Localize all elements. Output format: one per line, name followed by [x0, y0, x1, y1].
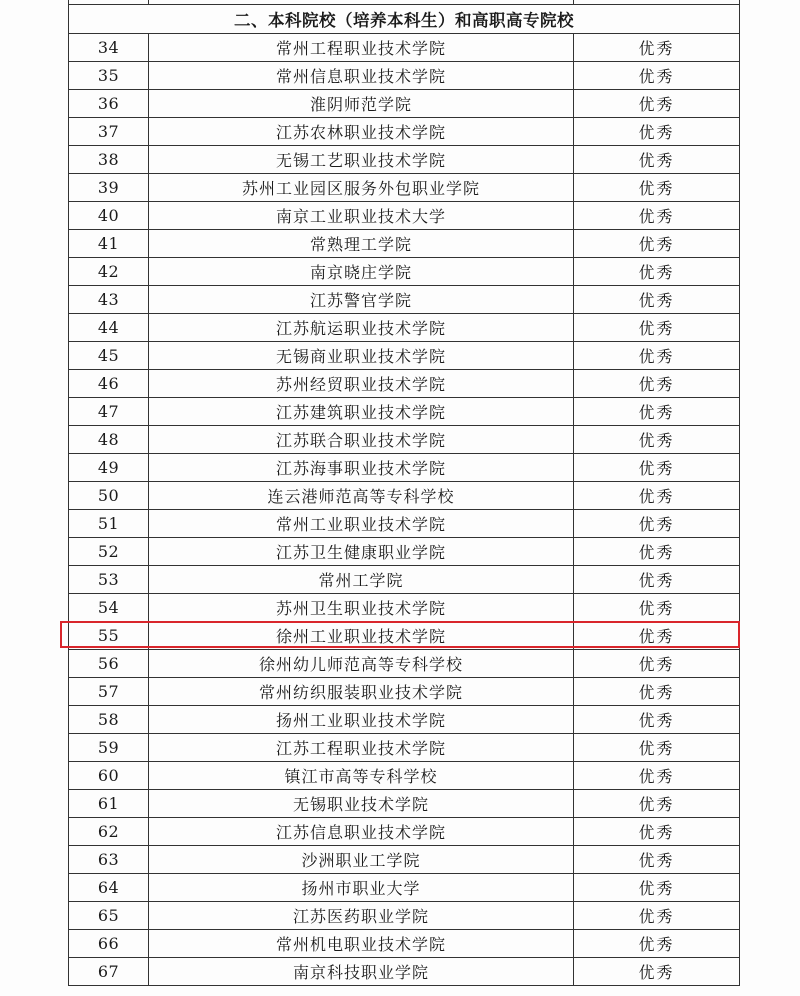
table-row [69, 34, 740, 62]
institution-name: 江苏信息职业技术学院 [149, 818, 574, 846]
table-row [69, 846, 740, 874]
evaluation-grade: 优秀 [574, 510, 740, 538]
evaluation-grade: 优秀 [574, 314, 740, 342]
evaluation-grade: 优秀 [574, 146, 740, 174]
evaluation-grade: 优秀 [574, 566, 740, 594]
institution-name: 江苏海事职业技术学院 [149, 454, 574, 482]
row-number: 51 [69, 510, 149, 538]
row-number: 46 [69, 370, 149, 398]
institution-name: 常熟理工学院 [149, 230, 574, 258]
institution-name: 扬州市职业大学 [149, 874, 574, 902]
table-row [69, 230, 740, 258]
evaluation-grade: 优秀 [574, 454, 740, 482]
institution-name: 江苏卫生健康职业学院 [149, 538, 574, 566]
institution-name: 常州信息职业技术学院 [149, 62, 574, 90]
table-row [69, 510, 740, 538]
evaluation-grade: 优秀 [574, 370, 740, 398]
evaluation-grade: 优秀 [574, 230, 740, 258]
evaluation-grade: 优秀 [574, 650, 740, 678]
institution-name: 常州纺织服装职业技术学院 [149, 678, 574, 706]
table-row [69, 342, 740, 370]
institution-name: 江苏医药职业学院 [149, 902, 574, 930]
table-row [69, 258, 740, 286]
table-row [69, 538, 740, 566]
institution-name: 江苏农林职业技术学院 [149, 118, 574, 146]
evaluation-grade: 优秀 [574, 174, 740, 202]
row-number: 61 [69, 790, 149, 818]
row-number: 57 [69, 678, 149, 706]
row-number: 67 [69, 958, 149, 986]
row-number: 56 [69, 650, 149, 678]
table-row [69, 482, 740, 510]
table-row [69, 202, 740, 230]
evaluation-grade: 优秀 [574, 874, 740, 902]
row-number: 39 [69, 174, 149, 202]
institution-name: 南京科技职业学院 [149, 958, 574, 986]
row-number: 59 [69, 734, 149, 762]
table-row [69, 314, 740, 342]
row-number: 43 [69, 286, 149, 314]
row-number: 34 [69, 34, 149, 62]
table-row [69, 650, 740, 678]
row-number: 66 [69, 930, 149, 958]
table-row [69, 706, 740, 734]
row-number: 63 [69, 846, 149, 874]
evaluation-grade: 优秀 [574, 930, 740, 958]
institution-name: 江苏联合职业技术学院 [149, 426, 574, 454]
row-number: 49 [69, 454, 149, 482]
evaluation-grade: 优秀 [574, 678, 740, 706]
row-number: 37 [69, 118, 149, 146]
table-row [69, 930, 740, 958]
row-number: 38 [69, 146, 149, 174]
evaluation-grade: 优秀 [574, 538, 740, 566]
table-row [69, 958, 740, 986]
table-row [69, 874, 740, 902]
institution-name: 徐州幼儿师范高等专科学校 [149, 650, 574, 678]
table-row [69, 622, 740, 650]
table-row [69, 90, 740, 118]
evaluation-grade: 优秀 [574, 62, 740, 90]
institution-name: 苏州工业园区服务外包职业学院 [149, 174, 574, 202]
row-number: 64 [69, 874, 149, 902]
institution-name: 无锡工艺职业技术学院 [149, 146, 574, 174]
evaluation-grade: 优秀 [574, 734, 740, 762]
row-number: 41 [69, 230, 149, 258]
row-number: 65 [69, 902, 149, 930]
institution-name: 常州工程职业技术学院 [149, 34, 574, 62]
table-row [69, 594, 740, 622]
evaluation-grade: 优秀 [574, 482, 740, 510]
institution-name: 淮阴师范学院 [149, 90, 574, 118]
evaluation-grade: 优秀 [574, 202, 740, 230]
table-row [69, 370, 740, 398]
row-number: 55 [69, 622, 149, 650]
evaluation-grade: 优秀 [574, 34, 740, 62]
institution-name: 江苏建筑职业技术学院 [149, 398, 574, 426]
row-number: 36 [69, 90, 149, 118]
table-row [69, 146, 740, 174]
institution-name: 江苏航运职业技术学院 [149, 314, 574, 342]
institution-name: 镇江市高等专科学校 [149, 762, 574, 790]
evaluation-grade: 优秀 [574, 846, 740, 874]
row-number: 58 [69, 706, 149, 734]
evaluation-grade: 优秀 [574, 286, 740, 314]
table-row [69, 734, 740, 762]
institution-name: 南京晓庄学院 [149, 258, 574, 286]
evaluation-grade: 优秀 [574, 762, 740, 790]
institution-name: 沙洲职业工学院 [149, 846, 574, 874]
row-number: 52 [69, 538, 149, 566]
institution-name: 江苏警官学院 [149, 286, 574, 314]
row-number: 35 [69, 62, 149, 90]
row-number: 44 [69, 314, 149, 342]
table-row [69, 566, 740, 594]
table-row [69, 426, 740, 454]
institution-name: 苏州卫生职业技术学院 [149, 594, 574, 622]
evaluation-grade: 优秀 [574, 902, 740, 930]
table-row [69, 818, 740, 846]
section-title: 二、本科院校（培养本科生）和高职高专院校 [69, 5, 740, 34]
institution-name: 常州工学院 [149, 566, 574, 594]
institution-name: 无锡职业技术学院 [149, 790, 574, 818]
row-number: 53 [69, 566, 149, 594]
table-body [69, 0, 740, 986]
institution-name: 南京工业职业技术大学 [149, 202, 574, 230]
table-row [69, 902, 740, 930]
row-number: 40 [69, 202, 149, 230]
evaluation-grade: 优秀 [574, 622, 740, 650]
row-number: 48 [69, 426, 149, 454]
table-row [69, 762, 740, 790]
institution-name: 常州机电职业技术学院 [149, 930, 574, 958]
table-row [69, 790, 740, 818]
evaluation-grade: 优秀 [574, 818, 740, 846]
evaluation-grade: 优秀 [574, 958, 740, 986]
institution-name: 常州工业职业技术学院 [149, 510, 574, 538]
evaluation-grade: 优秀 [574, 90, 740, 118]
evaluation-grade: 优秀 [574, 118, 740, 146]
institution-name: 扬州工业职业技术学院 [149, 706, 574, 734]
institution-name: 徐州工业职业技术学院 [149, 622, 574, 650]
institution-name: 江苏工程职业技术学院 [149, 734, 574, 762]
row-number: 45 [69, 342, 149, 370]
row-number: 50 [69, 482, 149, 510]
table-row [69, 286, 740, 314]
evaluation-grade: 优秀 [574, 706, 740, 734]
institution-name: 连云港师范高等专科学校 [149, 482, 574, 510]
evaluation-grade: 优秀 [574, 258, 740, 286]
row-number: 42 [69, 258, 149, 286]
row-number: 62 [69, 818, 149, 846]
section-header-row [69, 5, 740, 34]
evaluation-grade: 优秀 [574, 594, 740, 622]
evaluation-grade: 优秀 [574, 398, 740, 426]
institution-name: 无锡商业职业技术学院 [149, 342, 574, 370]
row-number: 54 [69, 594, 149, 622]
table-row [69, 118, 740, 146]
table-row [69, 678, 740, 706]
table-row [69, 454, 740, 482]
row-number: 47 [69, 398, 149, 426]
table-row [69, 174, 740, 202]
evaluation-grade: 优秀 [574, 790, 740, 818]
table-row [69, 398, 740, 426]
row-number: 60 [69, 762, 149, 790]
table-row [69, 62, 740, 90]
evaluation-grade: 优秀 [574, 342, 740, 370]
evaluation-table [68, 0, 740, 986]
institution-name: 苏州经贸职业技术学院 [149, 370, 574, 398]
evaluation-grade: 优秀 [574, 426, 740, 454]
